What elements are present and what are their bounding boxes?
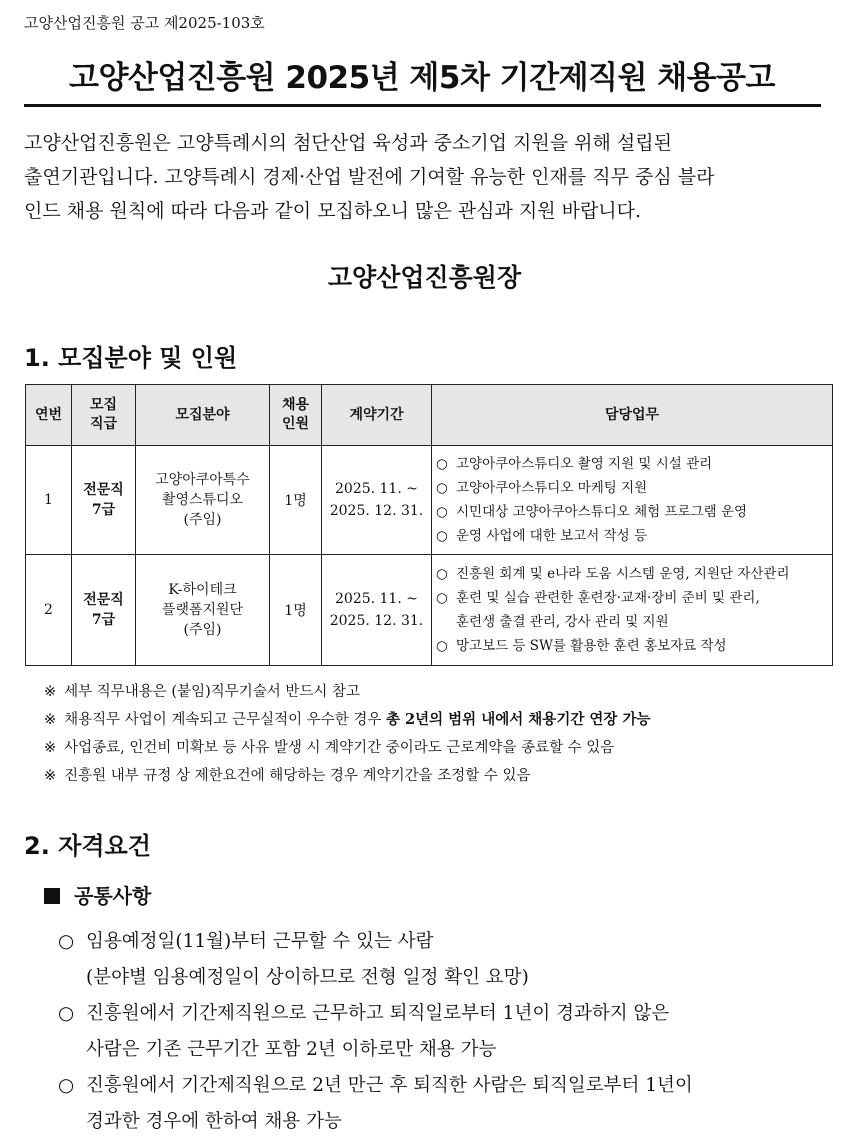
text-line: 고양아쿠아특수 bbox=[155, 472, 250, 488]
text-line: 모집 bbox=[89, 397, 118, 413]
circle-bullet-icon: ○ bbox=[58, 931, 75, 952]
note-marker: ※ bbox=[44, 712, 57, 728]
header-period bbox=[322, 385, 432, 446]
section-heading-positions: 1. 모집분야 및 인원 bbox=[24, 344, 238, 372]
note-text: 진흥원 내부 규정 상 제한요건에 해당하는 경우 계약기간을 조정할 수 있음 bbox=[64, 768, 531, 784]
text-line: 촬영스튜디오 bbox=[161, 492, 244, 508]
requirement-text bbox=[86, 1068, 828, 1140]
text-line: 담당업무 bbox=[604, 406, 660, 423]
row-count: 1명 bbox=[270, 446, 322, 555]
row-period bbox=[322, 555, 432, 666]
text-line: 모집분야 bbox=[175, 406, 230, 423]
table-header-row bbox=[26, 385, 833, 446]
text-line: 훈련생 출결 관리, 강사 관리 및 지원 bbox=[456, 614, 669, 630]
positions-table bbox=[25, 384, 833, 666]
text-line: 고양아쿠아스튜디오 마케팅 지원 bbox=[456, 480, 648, 496]
text-line: 2025. 12. 31. bbox=[329, 613, 424, 629]
circle-bullet-icon: ○ bbox=[436, 638, 448, 654]
text-line: 진흥원에서 기간제직원으로 2년 만근 후 퇴직한 사람은 퇴직일로부터 1년이 bbox=[86, 1075, 693, 1096]
text-line: 진흥원에서 기간제직원으로 근무하고 퇴직일로부터 1년이 경과하지 않은 bbox=[86, 1003, 670, 1024]
text-line: (주임) bbox=[183, 622, 222, 638]
circle-bullet-icon: ○ bbox=[436, 566, 448, 582]
note-marker: ※ bbox=[44, 684, 57, 700]
row-grade bbox=[72, 555, 136, 666]
note-marker: ※ bbox=[44, 768, 57, 784]
text-line: 고양아쿠아스튜디오 촬영 지원 및 시설 관리 bbox=[456, 456, 713, 472]
requirement-item bbox=[58, 924, 828, 996]
duty-item bbox=[436, 452, 828, 476]
row-field bbox=[136, 446, 270, 555]
text-line: 진흥원 회계 및 e나라 도움 시스템 운영, 지원단 자산관리 bbox=[456, 566, 790, 582]
note-item bbox=[44, 734, 650, 762]
note-emphasis: 총 2년의 범위 내에서 채용기간 연장 가능 bbox=[385, 711, 651, 728]
requirement-item bbox=[58, 1068, 828, 1140]
page-title: 고양산업진흥원 2025년 제5차 기간제직원 채용공고 bbox=[69, 60, 775, 96]
note-marker: ※ bbox=[44, 740, 57, 756]
duty-text bbox=[456, 500, 828, 524]
duty-text bbox=[456, 524, 828, 548]
header-grade bbox=[72, 385, 136, 446]
header-no bbox=[26, 385, 72, 446]
circle-bullet-icon: ○ bbox=[436, 528, 448, 544]
notes-list bbox=[44, 678, 650, 790]
text-line: 7급 bbox=[91, 612, 116, 628]
duty-text bbox=[456, 562, 828, 586]
text-line: 훈련 및 실습 관련한 훈련장·교재·장비 준비 및 관리, bbox=[456, 590, 760, 606]
intro-paragraph bbox=[24, 126, 824, 228]
header-duties bbox=[432, 385, 833, 446]
text-line: K-하이테크 bbox=[168, 582, 237, 598]
text-line: 임용예정일(11월)부터 근무할 수 있는 사람 bbox=[86, 931, 434, 952]
text-line: 직급 bbox=[89, 416, 118, 432]
note-item bbox=[44, 706, 650, 734]
text-line: 2025. 11. ~ bbox=[335, 481, 418, 497]
note-text: 세부 직무내용은 (붙임)직무기술서 반드시 참고 bbox=[64, 684, 361, 700]
header-field bbox=[136, 385, 270, 446]
duty-item bbox=[436, 586, 828, 634]
text-line: 전문직 bbox=[83, 482, 124, 498]
title-divider bbox=[24, 104, 821, 107]
text-line: (주임) bbox=[183, 512, 222, 528]
text-line: 망고보드 등 SW를 활용한 훈련 홍보자료 작성 bbox=[456, 638, 727, 654]
header-count bbox=[270, 385, 322, 446]
row-field bbox=[136, 555, 270, 666]
text-line: 채용 bbox=[281, 397, 310, 413]
note-item bbox=[44, 762, 650, 790]
duty-item bbox=[436, 634, 828, 658]
text-line: 계약기간 bbox=[349, 406, 404, 423]
circle-bullet-icon: ○ bbox=[436, 480, 448, 496]
text-line: 운영 사업에 대한 보고서 작성 등 bbox=[456, 528, 647, 544]
text-line: 경과한 경우에 한하여 채용 가능 bbox=[86, 1111, 342, 1132]
intro-line: 출연기관입니다. 고양특례시 경제·산업 발전에 기여할 유능한 인재를 직무 중심 블라 bbox=[24, 166, 715, 188]
signer: 고양산업진흥원장 bbox=[327, 263, 522, 292]
circle-bullet-icon: ○ bbox=[58, 1075, 75, 1096]
text-line: (분야별 임용예정일이 상이하므로 전형 일정 확인 요망) bbox=[86, 967, 529, 988]
text-line: 사람은 기존 근무기간 포함 2년 이하로만 채용 가능 bbox=[86, 1039, 497, 1060]
text-line: 7급 bbox=[91, 502, 116, 518]
requirement-item bbox=[58, 996, 828, 1068]
row-period bbox=[322, 446, 432, 555]
duty-text bbox=[456, 586, 828, 634]
row-count: 1명 bbox=[270, 555, 322, 666]
text-line: 인원 bbox=[281, 416, 310, 432]
text-line: 2025. 11. ~ bbox=[335, 591, 418, 607]
text-line: 연번 bbox=[34, 406, 63, 423]
duty-item bbox=[436, 562, 828, 586]
note-item bbox=[44, 678, 650, 706]
text-line: 시민대상 고양아쿠아스튜디오 체험 프로그램 운영 bbox=[456, 504, 748, 520]
row-duties bbox=[432, 555, 833, 666]
row-no: 1 bbox=[26, 446, 72, 555]
note-text: 채용직무 사업이 계속되고 근무실적이 우수한 경우 bbox=[64, 712, 386, 728]
intro-line: 인드 채용 원칙에 따라 다음과 같이 모집하오니 많은 관심과 지원 바랍니다. bbox=[24, 200, 642, 222]
duty-text bbox=[456, 452, 828, 476]
subheading-common bbox=[44, 880, 151, 909]
duty-text bbox=[456, 476, 828, 500]
square-bullet-icon bbox=[44, 888, 60, 904]
text-line: 전문직 bbox=[83, 592, 124, 608]
section-heading-qualifications: 2. 자격요건 bbox=[24, 832, 151, 860]
duty-item bbox=[436, 500, 828, 524]
requirement-text bbox=[86, 996, 828, 1068]
table-row bbox=[26, 555, 833, 666]
note-text: 사업종료, 인건비 미확보 등 사유 발생 시 계약기간 중이라도 근로계약을 종료할 수 있음 bbox=[64, 740, 615, 756]
circle-bullet-icon: ○ bbox=[436, 590, 448, 606]
circle-bullet-icon: ○ bbox=[58, 1003, 75, 1024]
text-line: 2025. 12. 31. bbox=[329, 503, 424, 519]
table-row bbox=[26, 446, 833, 555]
intro-line: 고양산업진흥원은 고양특례시의 첨단산업 육성과 중소기업 지원을 위해 설립된 bbox=[24, 132, 672, 154]
circle-bullet-icon: ○ bbox=[436, 504, 448, 520]
subheading-text: 공통사항 bbox=[74, 884, 152, 908]
row-duties bbox=[432, 446, 833, 555]
requirement-text bbox=[86, 924, 828, 996]
duty-item bbox=[436, 476, 828, 500]
circle-bullet-icon: ○ bbox=[436, 456, 448, 472]
notice-number: 고양산업진흥원 공고 제2025-103호 bbox=[24, 14, 265, 32]
duty-item bbox=[436, 524, 828, 548]
row-no: 2 bbox=[26, 555, 72, 666]
duty-text bbox=[456, 634, 828, 658]
row-grade bbox=[72, 446, 136, 555]
text-line: 플랫폼지원단 bbox=[161, 602, 244, 618]
